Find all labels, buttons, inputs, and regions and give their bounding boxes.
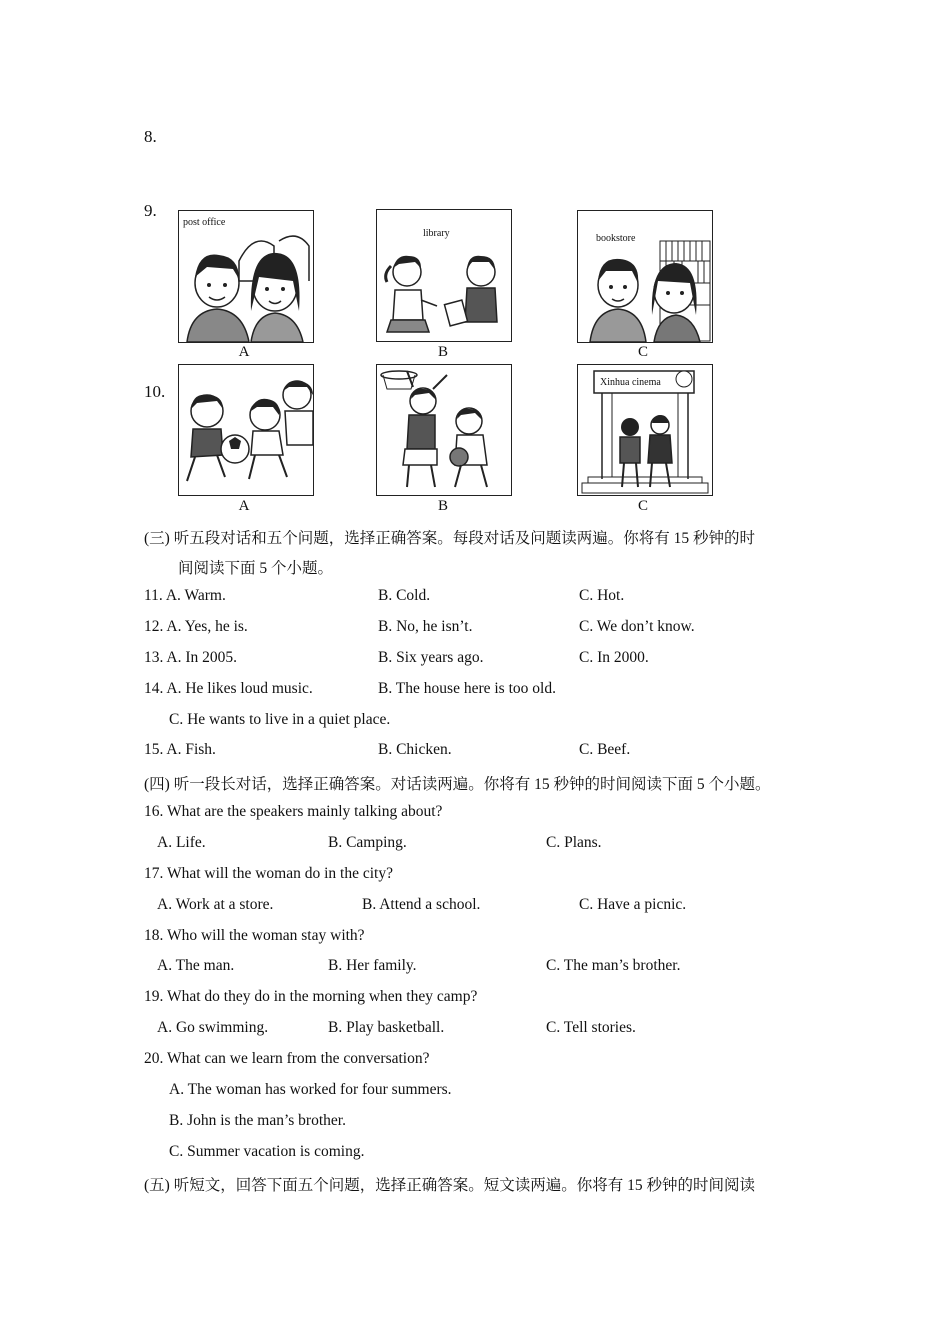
q9-option-c-label: C [637, 344, 648, 360]
section-4-instruction: (四) 听一段长对话，选择正确答案。对话读两遍。你将有 15 秒钟的时间阅读下面 5 个小题。 [144, 776, 771, 793]
q10-picture-a[interactable] [178, 364, 314, 496]
q14-option-a[interactable]: 14. A. He likes loud music. [144, 680, 313, 697]
picture-caption: post office [183, 217, 226, 228]
q9-option-b-label: B [437, 344, 448, 360]
q9-option-a-label: A [238, 344, 250, 360]
picture-caption: bookstore [596, 233, 636, 244]
question-8-number: 8. [144, 127, 157, 146]
q10-picture-b[interactable] [376, 364, 512, 496]
cinema-illustration [578, 365, 712, 495]
q15-option-b[interactable]: B. Chicken. [378, 741, 452, 758]
q9-picture-c[interactable] [577, 210, 713, 343]
q18-question: 18. Who will the woman stay with? [144, 927, 365, 944]
q12-option-a[interactable]: 12. A. Yes, he is. [144, 618, 248, 635]
two-people-illustration [179, 211, 313, 342]
q16-option-b[interactable]: B. Camping. [328, 834, 407, 851]
q15-option-c[interactable]: C. Beef. [579, 741, 631, 758]
q20-option-b[interactable]: B. John is the man’s brother. [169, 1112, 346, 1129]
q14-option-c[interactable]: C. He wants to live in a quiet place. [169, 711, 391, 728]
q18-option-a[interactable]: A. The man. [157, 957, 235, 974]
q16-question: 16. What are the speakers mainly talking about? [144, 803, 443, 820]
basketball-illustration [377, 365, 511, 495]
q17-option-a[interactable]: A. Work at a store. [157, 896, 274, 913]
section-3-instruction: (三) 听五段对话和五个问题，选择正确答案。每段对话及问题读两遍。你将有 15 秒钟的时 [144, 530, 755, 547]
q12-option-b[interactable]: B. No, he isn’t. [378, 618, 473, 635]
picture-caption: library [423, 228, 450, 239]
q10-option-a-label: A [238, 498, 250, 514]
q19-option-c[interactable]: C. Tell stories. [546, 1019, 636, 1036]
picture-caption: Xinhua cinema [600, 377, 661, 388]
section-5-instruction: (五) 听短文，回答下面五个问题，选择正确答案。短文读两遍。你将有 15 秒钟的时间阅读 [144, 1177, 755, 1194]
q15-option-a[interactable]: 15. A. Fish. [144, 741, 216, 758]
q20-question: 20. What can we learn from the conversation? [144, 1050, 430, 1067]
q17-question: 17. What will the woman do in the city? [144, 865, 393, 882]
q13-option-a[interactable]: 13. A. In 2005. [144, 649, 237, 666]
soccer-illustration [179, 365, 313, 495]
question-9-number: 9. [144, 201, 157, 220]
q10-picture-c[interactable] [577, 364, 713, 496]
q13-option-b[interactable]: B. Six years ago. [378, 649, 484, 666]
q10-option-b-label: B [437, 498, 448, 514]
q20-option-a[interactable]: A. The woman has worked for four summers. [169, 1081, 452, 1098]
two-people-illustration [578, 211, 712, 342]
q9-picture-a[interactable] [178, 210, 314, 343]
q9-picture-b[interactable] [376, 209, 512, 342]
q19-option-a[interactable]: A. Go swimming. [157, 1019, 269, 1036]
q12-option-c[interactable]: C. We don’t know. [579, 618, 695, 635]
q10-option-c-label: C [637, 498, 648, 514]
q20-option-c[interactable]: C. Summer vacation is coming. [169, 1143, 365, 1160]
question-10-number: 10. [144, 382, 166, 401]
section-3-instruction-cont: 间阅读下面 5 个小题。 [178, 560, 334, 577]
q17-option-c[interactable]: C. Have a picnic. [579, 896, 687, 913]
q19-question: 19. What do they do in the morning when they camp? [144, 988, 478, 1005]
q14-option-b[interactable]: B. The house here is too old. [378, 680, 556, 697]
q16-option-a[interactable]: A. Life. [157, 834, 206, 851]
q17-option-b[interactable]: B. Attend a school. [362, 896, 481, 913]
q11-option-b[interactable]: B. Cold. [378, 587, 431, 604]
q13-option-c[interactable]: C. In 2000. [579, 649, 649, 666]
q18-option-c[interactable]: C. The man’s brother. [546, 957, 681, 974]
q18-option-b[interactable]: B. Her family. [328, 957, 417, 974]
q19-option-b[interactable]: B. Play basketball. [328, 1019, 445, 1036]
q11-option-a[interactable]: 11. A. Warm. [144, 587, 226, 604]
two-people-illustration [377, 210, 511, 341]
q16-option-c[interactable]: C. Plans. [546, 834, 602, 851]
q11-option-c[interactable]: C. Hot. [579, 587, 625, 604]
